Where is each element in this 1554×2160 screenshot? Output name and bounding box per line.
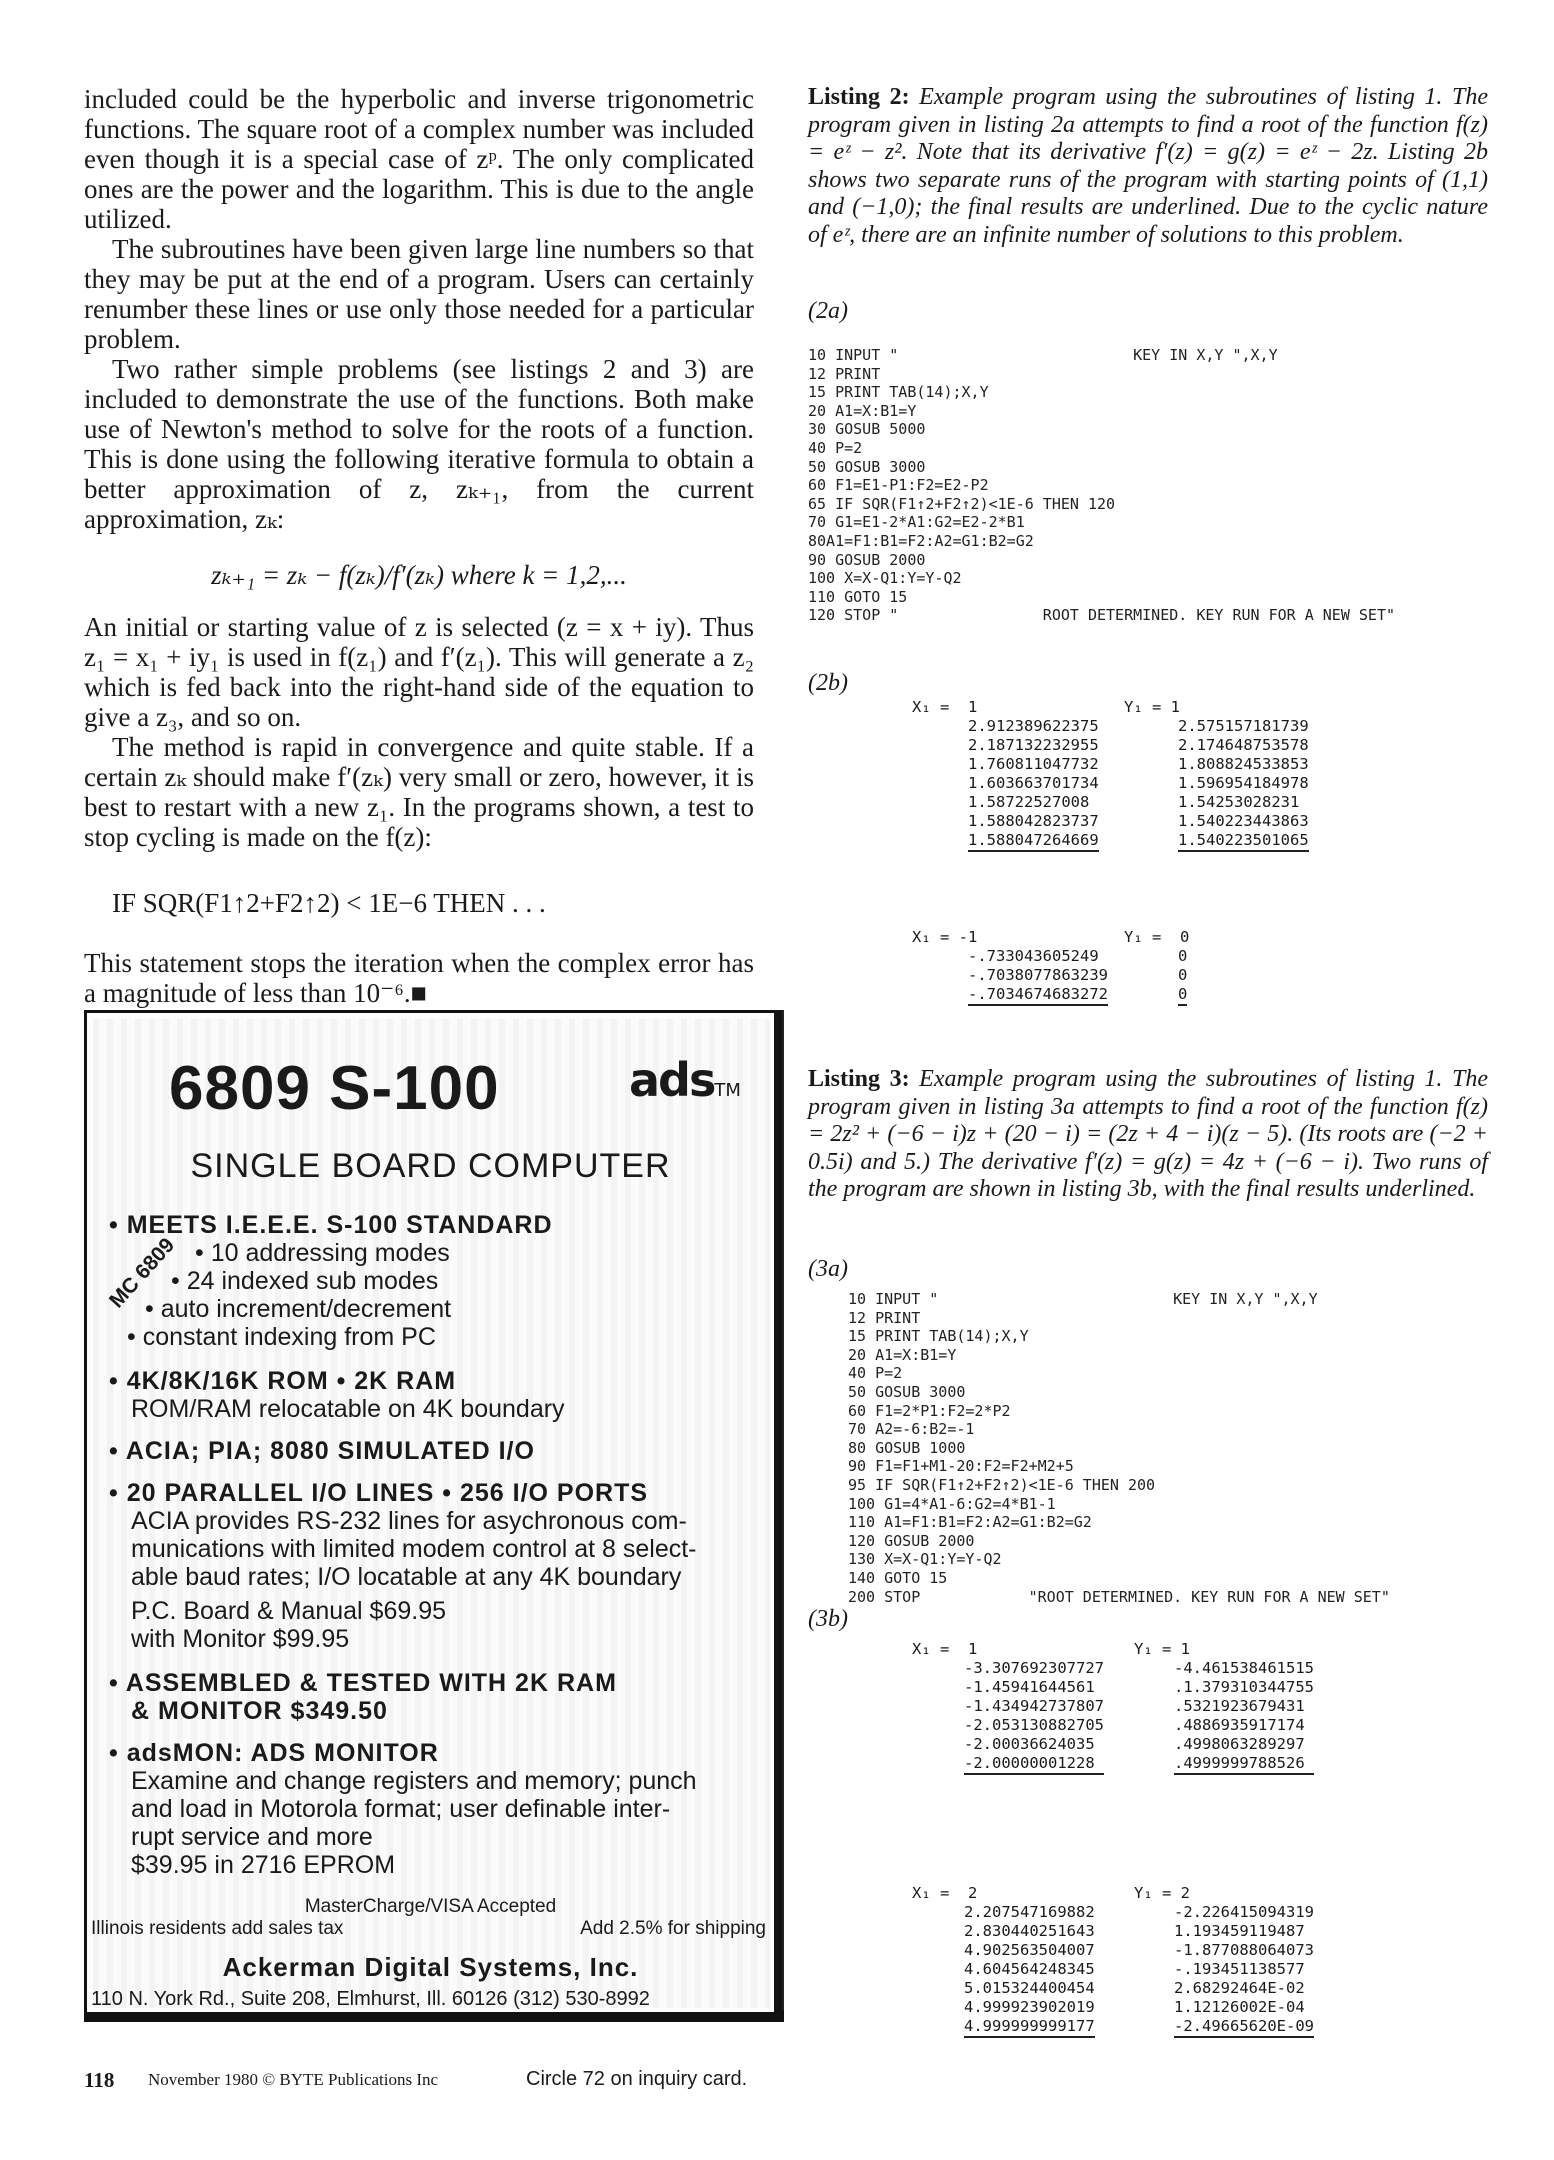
result-value: 2.207547169882 bbox=[964, 1903, 1095, 1921]
ad-headline: 6809 S-100 bbox=[169, 1054, 500, 1123]
listing-2-title: Listing 2: bbox=[808, 84, 910, 110]
code-statement: IF SQR(F1↑2+F2↑2) < 1E−6 THEN . . . bbox=[112, 888, 546, 918]
run-x-start: X₁ = 1 bbox=[912, 1640, 978, 1658]
result-value: 2.575157181739 bbox=[1178, 717, 1309, 735]
result-value: 2.912389622375 bbox=[968, 717, 1099, 735]
tax-note: Illinois residents add sales tax bbox=[91, 1918, 344, 1939]
listing-2a-code: 10 INPUT " KEY IN X,Y ",X,Y 12 PRINT 15 PRINT TAB(14);X,Y 20 A1=X:B1=Y 30 GOSUB 5000 40 P=2 50 GOSUB 3000 60 F1=E1-P1:F2=E2-P2 65 IF SQR(F1↑2+F2↑2)<1E-6 THEN 120 70 G1=E1-2*A1:G2=E2-2*B1 80A1=F1:B1=F2:A2=G1:B2=G2 90 GOSUB 2000 100 X=X-Q1:Y=Y-Q2 110 GOTO 15 120 STOP " ROOT DETERMINED. KEY RUN FOR A NEW SET" bbox=[808, 346, 1395, 625]
inquiry-note: Circle 72 on inquiry card. bbox=[526, 2068, 748, 2090]
final-result-value: -2.00000001228 bbox=[964, 1754, 1104, 1775]
result-value: 0 bbox=[1178, 947, 1188, 965]
paragraph: Two rather simple problems (see listings 2 and 3) are included to demonstrate the use of the functions. Both make use of Newton's method to solve for the roots of a function. This is done using the following iterative formula to obtain a better approximation of z, zₖ₊₁, from the current approximation, zₖ: bbox=[84, 354, 754, 534]
paragraph: included could be the hyperbolic and inverse trigonometric functions. The square root of a complex number was included even though it is a special case of zᵖ. The only complicated ones are the power and the logarithm. This is due to the angle utilized. bbox=[84, 84, 754, 234]
company-name: Ackerman Digital Systems, Inc. bbox=[222, 1952, 639, 1982]
ad-feature: Examine and change registers and memory; punch bbox=[131, 1767, 697, 1795]
article-column bbox=[84, 84, 754, 1008]
result-value: -4.461538461515 bbox=[1174, 1659, 1314, 1677]
listing-3-title: Listing 3: bbox=[808, 1066, 910, 1092]
paragraph: This statement stops the iteration when the complex error has a magnitude of less than 10⁻⁶.■ bbox=[84, 948, 754, 1008]
ad-feature: • 4K/8K/16K ROM • 2K RAM bbox=[109, 1367, 457, 1395]
final-result-value: .4999999788526 bbox=[1174, 1754, 1314, 1775]
ad-feature: • 20 PARALLEL I/O LINES • 256 I/O PORTS bbox=[109, 1479, 649, 1507]
result-value: -.733043605249 bbox=[968, 947, 1099, 965]
advertisement bbox=[84, 1010, 784, 2022]
result-value: 1.193459119487 bbox=[1174, 1922, 1305, 1940]
ad-price: $39.95 in 2716 EPROM bbox=[131, 1851, 396, 1879]
run-x-start: X₁ = -1 bbox=[912, 928, 978, 946]
ad-feature: • constant indexing from PC bbox=[127, 1323, 436, 1351]
result-value: 4.902563504007 bbox=[964, 1941, 1095, 1959]
listing-3-caption bbox=[808, 1066, 1488, 1204]
ad-feature: • ACIA; PIA; 8080 SIMULATED I/O bbox=[109, 1437, 535, 1465]
run-y-values bbox=[1174, 1903, 1314, 2038]
listing-2-caption-text: Example program using the subroutines of listing 1. The program given in listing 2a attempts to find a root of the function f(z) = eᶻ − z². Note that its derivative f′(z) = g(z) = eᶻ − 2z. Listing 2b shows two separate runs of the program with starting points of (1,1) and (−1,0); the final results are underlined. Due to the cyclic nature of eᶻ, there are an infinite number of solutions to this problem. bbox=[808, 84, 1488, 248]
ads-logo bbox=[629, 1053, 741, 1107]
paragraph: An initial or starting value of z is selected (z = x + iy). Thus z₁ = x₁ + iy₁ is used in f(z₁) and f′(z₁). This will generate a z₂ which is fed back into the right-hand side of the equation to give a z₃, and so on. bbox=[84, 612, 754, 732]
listing-2 bbox=[808, 84, 1488, 249]
issue-line: November 1980 © BYTE Publications Inc bbox=[148, 2070, 439, 2089]
result-value: 1.58722527008 bbox=[968, 793, 1090, 811]
final-result-value: -.7034674683272 bbox=[968, 985, 1108, 1006]
ad-price: & MONITOR $349.50 bbox=[131, 1697, 388, 1725]
final-result-value: 1.588047264669 bbox=[968, 831, 1099, 852]
listing-3a-label: (3a) bbox=[808, 1256, 848, 1282]
run-y-values bbox=[1174, 1659, 1314, 1775]
ads-logo-text: ads bbox=[629, 1053, 715, 1107]
final-result-value: 1.540223501065 bbox=[1178, 831, 1309, 852]
final-result-value: -2.49665620E-09 bbox=[1174, 2017, 1314, 2038]
column-divider bbox=[782, 1010, 784, 2010]
page-number: 118 bbox=[84, 2068, 115, 2092]
listing-2b-run1 bbox=[912, 698, 1472, 938]
listing-3a-code: 10 INPUT " KEY IN X,Y ",X,Y 12 PRINT 15 PRINT TAB(14);X,Y 20 A1=X:B1=Y 40 P=2 50 GOSUB 3000 60 F1=2*P1:F2=2*P2 70 A2=-6:B2=-1 80 GOSUB 1000 90 F1=F1+M1-20:F2=F2+M2+5 95 IF SQR(F1↑2+F2↑2)<1E-6 THEN 200 100 G1=4*A1-6:G2=4*B1-1 110 A1=F1:B1=F2:A2=G1:B2=G2 120 GOSUB 2000 130 X=X-Q1:Y=Y-Q2 140 GOTO 15 200 STOP "ROOT DETERMINED. KEY RUN FOR A NEW SET" bbox=[848, 1290, 1390, 1606]
result-value: 2.187132232955 bbox=[968, 736, 1099, 754]
listing-3b-label: (3b) bbox=[808, 1606, 848, 1632]
listing-2b-run2 bbox=[912, 928, 1472, 1048]
result-value: 1.596954184978 bbox=[1178, 774, 1309, 792]
result-value: .1.379310344755 bbox=[1174, 1678, 1314, 1696]
trademark: TM bbox=[714, 1080, 741, 1101]
result-value: 4.999923902019 bbox=[964, 1998, 1095, 2016]
result-value: 2.68292464E-02 bbox=[1174, 1979, 1305, 1997]
result-value: 1.12126002E-04 bbox=[1174, 1998, 1305, 2016]
result-value: 0 bbox=[1178, 966, 1188, 984]
result-value: .4998063289297 bbox=[1174, 1735, 1305, 1753]
result-value: .4886935917174 bbox=[1174, 1716, 1305, 1734]
ad-feature: able baud rates; I/O locatable at any 4K boundary bbox=[131, 1563, 682, 1591]
run-y-start: Y₁ = 1 bbox=[1134, 1640, 1190, 1658]
result-value: 2.830440251643 bbox=[964, 1922, 1095, 1940]
final-result-value: 0 bbox=[1178, 985, 1187, 1006]
result-value: 1.54253028231 bbox=[1178, 793, 1300, 811]
ad-feature: and load in Motorola format; user definable inter- bbox=[131, 1795, 671, 1823]
run-y-values bbox=[1178, 947, 1187, 1006]
ad-feature: • 10 addressing modes bbox=[195, 1239, 450, 1267]
run-x-start: X₁ = 2 bbox=[912, 1884, 978, 1902]
run-x-values bbox=[968, 947, 1108, 1006]
result-value: 5.015324400454 bbox=[964, 1979, 1095, 1997]
run-x-values bbox=[968, 717, 1099, 852]
result-value: .5321923679431 bbox=[1174, 1697, 1305, 1715]
listing-2-caption bbox=[808, 84, 1488, 249]
result-value: -1.45941644561 bbox=[964, 1678, 1095, 1696]
listing-3 bbox=[808, 1066, 1488, 1204]
ad-feature: • 24 indexed sub modes bbox=[171, 1267, 439, 1295]
result-value: -1.434942737807 bbox=[964, 1697, 1104, 1715]
listing-2a-label: (2a) bbox=[808, 298, 848, 324]
ad-feature: • ASSEMBLED & TESTED WITH 2K RAM bbox=[109, 1669, 617, 1697]
ad-feature: ROM/RAM relocatable on 4K boundary bbox=[131, 1395, 565, 1423]
paragraph: The subroutines have been given large line numbers so that they may be put at the end of a program. Users can certainly renumber these lines or use only those needed for a particular problem. bbox=[84, 234, 754, 354]
listing-3b-run1 bbox=[912, 1640, 1472, 1790]
result-value: 1.760811047732 bbox=[968, 755, 1099, 773]
newton-formula: zₖ₊₁ = zₖ − f(zₖ)/f′(zₖ) where k = 1,2,... bbox=[211, 560, 627, 590]
ad-feature: • MEETS I.E.E.E. S-100 STANDARD bbox=[109, 1211, 553, 1239]
listing-3-caption-text: Example program using the subroutines of listing 1. The program given in listing 3a attempts to find a root of the function f(z) = 2z² + (−6 − i)z + (20 − i) = (2z + 4 − i)(z − 5). (Its roots are (−2 + 0.5i) and 5.) The derivative f′(z) = g(z) = 4z + (−6 − i). Two runs of the program are shown in listing 3b, with the final results underlined. bbox=[808, 1066, 1488, 1202]
listing-2b-label: (2b) bbox=[808, 670, 848, 696]
chip-label: MC 6809 bbox=[105, 1233, 180, 1313]
payment-note: MasterCharge/VISA Accepted bbox=[304, 1896, 557, 1917]
run-y-values bbox=[1178, 717, 1309, 852]
final-result-value: 4.999999999177 bbox=[964, 2017, 1095, 2038]
company-address: 110 N. York Rd., Suite 208, Elmhurst, Ill. 60126 (312) 530-8992 bbox=[91, 1988, 650, 2010]
run-y-start: Y₁ = 0 bbox=[1124, 928, 1190, 946]
result-value: -.193451138577 bbox=[1174, 1960, 1305, 1978]
result-value: 1.808824533853 bbox=[1178, 755, 1309, 773]
ad-subheadline: SINGLE BOARD COMPUTER bbox=[190, 1147, 671, 1185]
listing-3b-run2 bbox=[912, 1884, 1472, 2064]
result-value: 4.604564248345 bbox=[964, 1960, 1095, 1978]
result-value: -2.00036624035 bbox=[964, 1735, 1095, 1753]
result-value: -2.053130882705 bbox=[964, 1716, 1104, 1734]
run-x-start: X₁ = 1 bbox=[912, 698, 978, 716]
ad-price: with Monitor $99.95 bbox=[131, 1625, 350, 1653]
ad-feature: rupt service and more bbox=[131, 1823, 373, 1851]
result-value: -2.226415094319 bbox=[1174, 1903, 1314, 1921]
result-value: -3.307692307727 bbox=[964, 1659, 1104, 1677]
run-y-start: Y₁ = 1 bbox=[1124, 698, 1180, 716]
result-value: 2.174648753578 bbox=[1178, 736, 1309, 754]
ad-feature: • adsMON: ADS MONITOR bbox=[109, 1739, 439, 1767]
result-value: -1.877088064073 bbox=[1174, 1941, 1314, 1959]
result-value: 1.540223443863 bbox=[1178, 812, 1309, 830]
result-value: 1.588042823737 bbox=[968, 812, 1099, 830]
shipping-note: Add 2.5% for shipping bbox=[580, 1918, 766, 1939]
ad-feature: • auto increment/decrement bbox=[145, 1295, 452, 1323]
run-x-values bbox=[964, 1659, 1104, 1775]
paragraph: The method is rapid in convergence and quite stable. If a certain zₖ should make f′(zₖ) very small or zero, however, it is best to restart with a new z₁. In the programs shown, a test to stop cycling is made on the f(z): bbox=[84, 732, 754, 852]
run-x-values bbox=[964, 1903, 1095, 2038]
run-y-start: Y₁ = 2 bbox=[1134, 1884, 1190, 1902]
ad-feature: ACIA provides RS-232 lines for asychronous com- bbox=[131, 1507, 687, 1535]
result-value: -.7038077863239 bbox=[968, 966, 1108, 984]
ad-price: P.C. Board & Manual $69.95 bbox=[131, 1597, 447, 1625]
ad-feature: munications with limited modem control at 8 select- bbox=[131, 1535, 697, 1563]
result-value: 1.603663701734 bbox=[968, 774, 1099, 792]
